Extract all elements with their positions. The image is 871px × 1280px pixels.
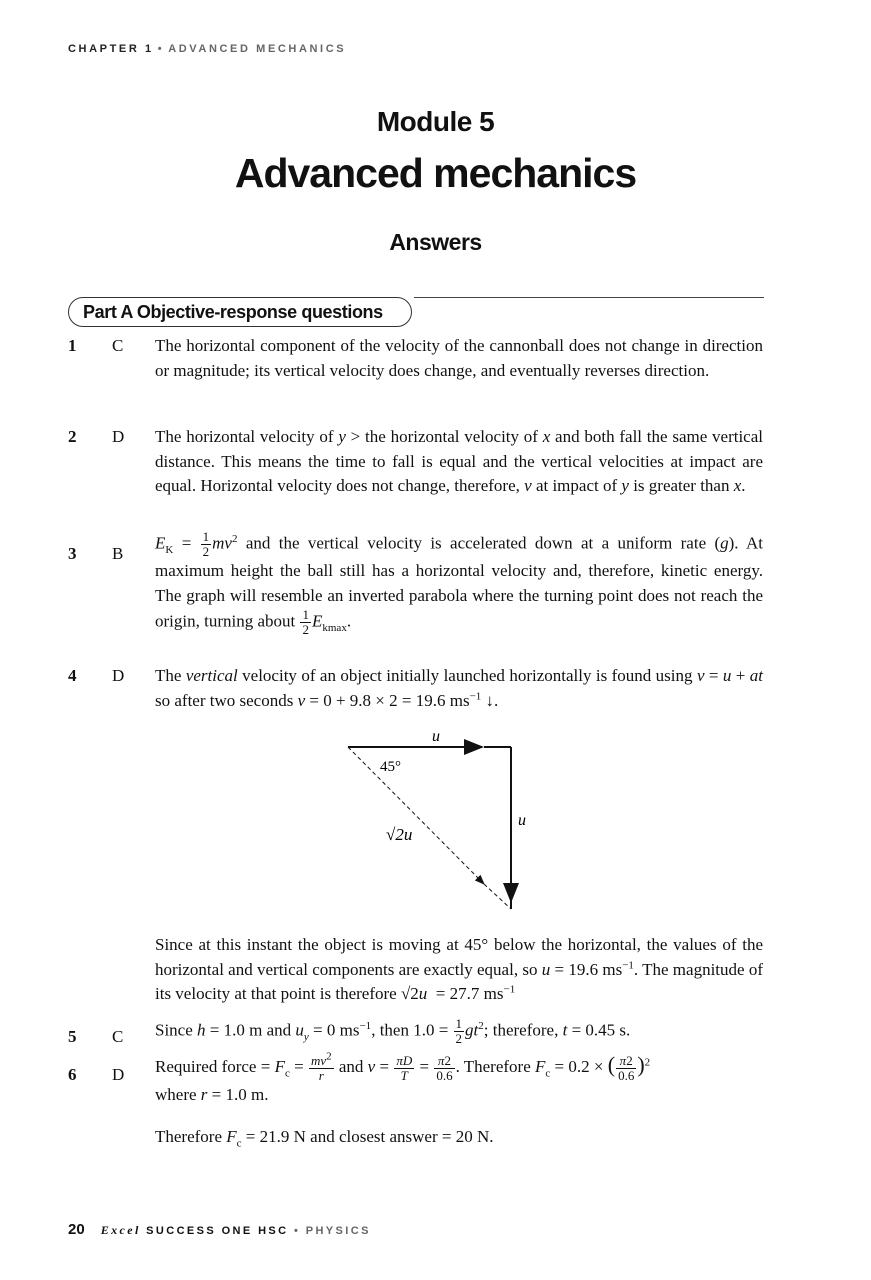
answer-letter: C: [112, 1027, 124, 1046]
answer-letter: B: [112, 544, 124, 563]
angle-label: 45°: [380, 759, 401, 775]
top-vector-label: u: [432, 728, 440, 745]
answer-letter: C: [112, 336, 124, 355]
answer-letter: D: [112, 666, 125, 685]
module-title: Advanced mechanics: [234, 150, 637, 196]
resultant-label: √2u: [386, 825, 413, 844]
footer-separator: •: [293, 1225, 301, 1237]
question-number: 5: [68, 1027, 77, 1046]
page-footer: [68, 1221, 371, 1238]
resultant-vector: [348, 747, 484, 884]
velocity-vector-diagram: [330, 726, 530, 916]
answer-explanation: Since at this instant the object is moving at 45° below the horizontal, the values of the horizontal and vertical components are exactly equal, so u = 19.6 $ms^{-1}$. The magnitude of its velocity at that point is therefore √2u = 27.7 $ms^{-1}$: [155, 935, 763, 1003]
book-title: SUCCESS ONE HSC: [146, 1225, 289, 1237]
question-number: 1: [68, 336, 77, 355]
answer-explanation: The horizontal velocity of y > the horizontal velocity of x and both fall the same vertical distance. This means the time to fall is equal and the vertical velocities at impact are equal. Horizontal velocity does not change, therefore, v at impact of y is greater than x.: [155, 427, 763, 495]
header-separator: •: [157, 43, 165, 55]
question-number: 3: [68, 544, 77, 563]
answer-explanation: Therefore $F_c = 21.9$ N and closest answer = 20 N.: [155, 1127, 494, 1150]
part-a-heading: Part A Objective-response questions: [68, 297, 412, 327]
subject-name: PHYSICS: [305, 1225, 371, 1237]
module-number: Module 5: [376, 106, 495, 137]
answer-explanation: The vertical velocity of an object initially launched horizontally is found using v = u + at so after two seconds v = 0 + 9.8 × 2 = 19.6 $ms^{-1}$ ↓.: [155, 666, 764, 710]
answer-letter: D: [112, 1065, 125, 1084]
chapter-label: CHAPTER 1: [68, 43, 154, 55]
resultant-vector-tail: [484, 884, 511, 909]
question-number: 6: [68, 1065, 77, 1084]
answers-heading: Answers: [389, 229, 482, 255]
question-number: 2: [68, 427, 77, 446]
running-header: [68, 43, 346, 55]
page-number: 20: [68, 1221, 85, 1238]
chapter-title: ADVANCED MECHANICS: [168, 43, 347, 55]
answer-explanation: Since h = 1.0 m and $u_y = 0$ $ms^{-1}$, then 1.0 = $\frac{1}{2}$ $gt^2$; therefore, t = 0.45 s.: [155, 1016, 631, 1046]
section-rule: [414, 297, 764, 298]
answer-explanation: Required force = $F_c$ = $\frac{mv^2}{r}$ and v = $\frac{\pi D}{T}$ = $\frac{\pi 2}{0.6}$ . Therefore $F_c = 0.2$ × ( $\frac{\pi 2}{0.6}$ )$^2$ where r = 1.0 m.: [155, 1050, 651, 1104]
answer-letter: D: [112, 427, 125, 446]
question-number: 4: [68, 666, 77, 685]
answer-explanation: The horizontal component of the velocity of the cannonball does not change in direction or magnitude; its vertical velocity does change, and eventually reverses direction.: [155, 336, 763, 380]
series-name: Excel: [100, 1223, 141, 1237]
right-vector-label: u: [518, 812, 526, 829]
answer-explanation: $E_K$ = $\frac{1}{2}$ $mv^2$ and the vertical velocity is accelerated down at a uniform rate (g). At maximum height the ball still has a horizontal velocity and, therefore, kinetic energy. The graph will resemble an inverted parabola where the turning point does not reach the origin, turning about $\frac{1}{2}$ $E_{kmax}$.: [155, 529, 763, 637]
